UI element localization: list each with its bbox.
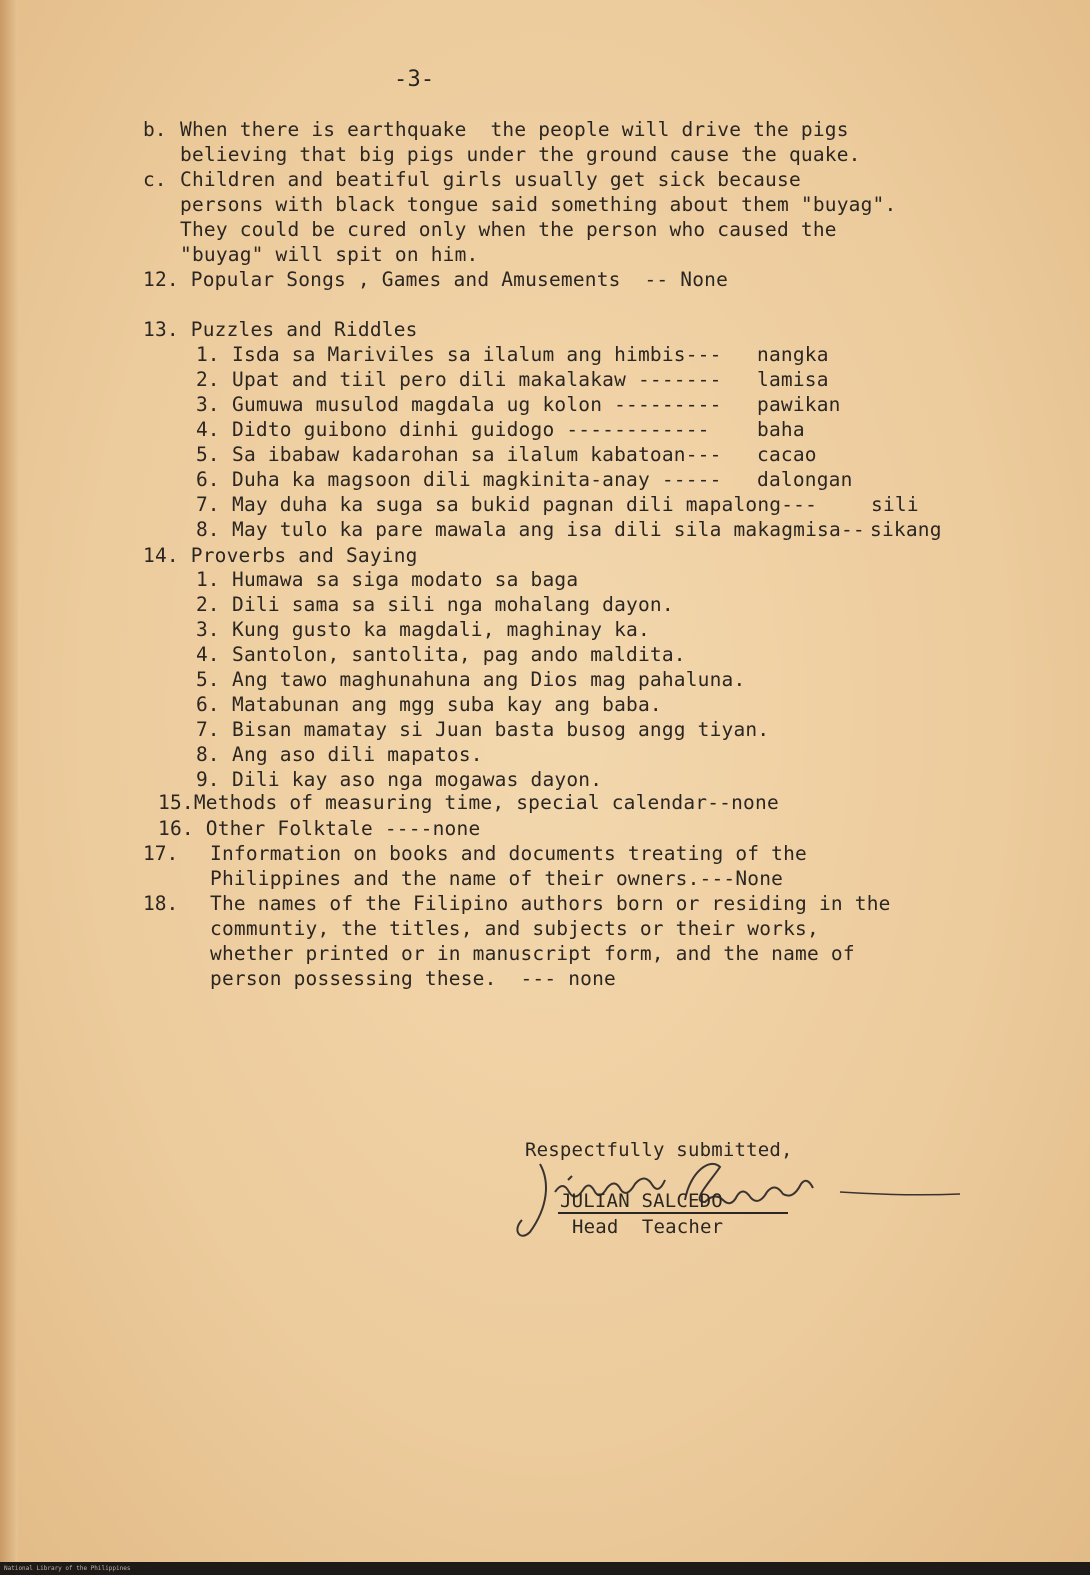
item-c-line-2: persons with black tongue said something about them "buyag". (180, 193, 897, 216)
riddle-number: 8. (196, 518, 220, 541)
item-c-line-1: Children and beatiful girls usually get sick because (180, 168, 801, 191)
section-18-line-3: whether printed or in manuscript form, and the name of (210, 942, 855, 965)
proverb-number: 2. (196, 593, 220, 616)
proverb-number: 9. (196, 768, 220, 791)
signature-underline (558, 1212, 788, 1214)
riddle-answer: nangka (757, 343, 829, 366)
riddle-answer: sili (871, 493, 919, 516)
section-18-line-2: communtiy, the titles, and subjects or their works, (210, 917, 819, 940)
section-18-line-4: person possessing these. --- none (210, 967, 616, 990)
page-number: -3- (394, 67, 435, 92)
riddle-text: Upat and tiil pero dili makalakaw ------- (232, 368, 722, 391)
archive-footer: National Library of the Philippines (0, 1562, 1090, 1575)
item-b-line-2: believing that big pigs under the ground cause the quake. (180, 143, 861, 166)
riddle-answer: baha (757, 418, 805, 441)
section-15: 15.Methods of measuring time, special calendar--none (158, 791, 779, 814)
riddle-answer: cacao (757, 443, 817, 466)
section-12: 12. Popular Songs , Games and Amusements -- None (143, 268, 729, 291)
proverb-text: Kung gusto ka magdali, maghinay ka. (232, 618, 650, 641)
riddle-number: 4. (196, 418, 220, 441)
section-14-title: 14. Proverbs and Saying (143, 544, 418, 567)
item-c-label: c. (143, 168, 167, 191)
item-b-line-1: When there is earthquake the people will drive the pigs (180, 118, 849, 141)
item-c-line-4: "buyag" will spit on him. (180, 243, 479, 266)
riddle-text: Duha ka magsoon dili magkinita-anay ----- (232, 468, 722, 491)
riddle-number: 3. (196, 393, 220, 416)
riddle-number: 2. (196, 368, 220, 391)
riddle-number: 5. (196, 443, 220, 466)
proverb-number: 3. (196, 618, 220, 641)
proverb-text: Dili sama sa sili nga mohalang dayon. (232, 593, 674, 616)
proverb-number: 4. (196, 643, 220, 666)
proverb-number: 5. (196, 668, 220, 691)
section-16: 16. Other Folktale ----none (158, 817, 481, 840)
item-c-line-3: They could be cured only when the person who caused the (180, 218, 837, 241)
riddle-text: Isda sa Mariviles sa ilalum ang himbis--- (232, 343, 722, 366)
proverb-text: Matabunan ang mgg suba kay ang baba. (232, 693, 662, 716)
section-17-line-1: Information on books and documents treating of the (210, 842, 807, 865)
section-17-label: 17. (143, 842, 179, 865)
riddle-number: 6. (196, 468, 220, 491)
proverb-number: 6. (196, 693, 220, 716)
closing: Respectfully submitted, (525, 1139, 793, 1161)
riddle-answer: dalongan (757, 468, 853, 491)
proverb-text: Dili kay aso nga mogawas dayon. (232, 768, 603, 791)
item-b-label: b. (143, 118, 167, 141)
proverb-text: Santolon, santolita, pag ando maldita. (232, 643, 686, 666)
signatory-title: Head Teacher (572, 1216, 724, 1238)
section-18-label: 18. (143, 892, 179, 915)
section-13-title: 13. Puzzles and Riddles (143, 318, 418, 341)
signatory-name: JULIAN SALCEDO (560, 1190, 723, 1212)
riddle-answer: pawikan (757, 393, 841, 416)
riddle-text: Gumuwa musulod magdala ug kolon --------- (232, 393, 722, 416)
riddle-text: May duha ka suga sa bukid pagnan dili mapalong--- (232, 493, 818, 516)
riddle-text: Didto guibono dinhi guidogo ------------ (232, 418, 710, 441)
page-edge (0, 0, 18, 1575)
proverb-number: 7. (196, 718, 220, 741)
proverb-number: 8. (196, 743, 220, 766)
riddle-answer: lamisa (757, 368, 829, 391)
section-17-line-2: Philippines and the name of their owners.---None (210, 867, 784, 890)
riddle-answer: sikang (870, 518, 942, 541)
proverb-text: Bisan mamatay si Juan basta busog angg tiyan. (232, 718, 770, 741)
riddle-text: May tulo ka pare mawala ang isa dili sila makagmisa-- (232, 518, 865, 541)
riddle-text: Sa ibabaw kadarohan sa ilalum kabatoan--- (232, 443, 722, 466)
proverb-text: Ang tawo maghunahuna ang Dios mag pahaluna. (232, 668, 746, 691)
proverb-number: 1. (196, 568, 220, 591)
riddle-number: 7. (196, 493, 220, 516)
proverb-text: Humawa sa siga modato sa baga (232, 568, 579, 591)
riddle-number: 1. (196, 343, 220, 366)
section-18-line-1: The names of the Filipino authors born or residing in the (210, 892, 891, 915)
proverb-text: Ang aso dili mapatos. (232, 743, 483, 766)
